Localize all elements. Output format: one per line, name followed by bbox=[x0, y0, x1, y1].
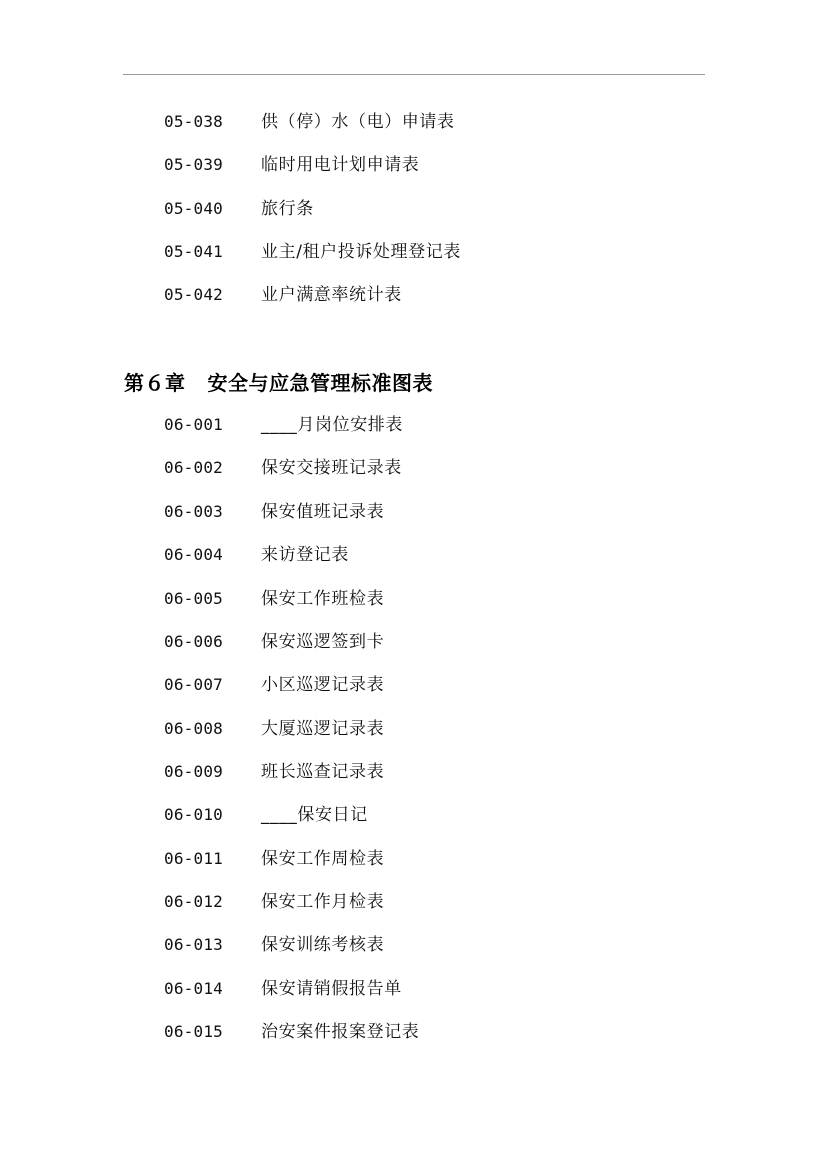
chapter-heading bbox=[124, 368, 433, 398]
form-title: 来访登记表 bbox=[261, 545, 349, 565]
form-code: 06-015 bbox=[164, 1022, 223, 1041]
form-code: 05-040 bbox=[164, 199, 223, 218]
form-code: 06-008 bbox=[164, 719, 223, 738]
form-title: 保安工作班检表 bbox=[261, 589, 385, 609]
form-title: 大厦巡逻记录表 bbox=[261, 719, 385, 739]
list-item bbox=[0, 800, 827, 830]
list-item bbox=[0, 194, 827, 224]
list-item bbox=[0, 930, 827, 960]
form-title: 小区巡逻记录表 bbox=[261, 675, 385, 695]
form-title: 保安训练考核表 bbox=[261, 935, 385, 955]
form-title: 保安请销假报告单 bbox=[261, 979, 402, 999]
form-title: 保安工作月检表 bbox=[261, 892, 385, 912]
form-code: 06-010 bbox=[164, 805, 223, 824]
list-item bbox=[0, 670, 827, 700]
form-code: 06-007 bbox=[164, 675, 223, 694]
list-item bbox=[0, 974, 827, 1004]
list-item bbox=[0, 497, 827, 527]
list-item bbox=[0, 844, 827, 874]
form-title: 保安交接班记录表 bbox=[261, 458, 402, 478]
form-code: 05-041 bbox=[164, 242, 223, 261]
list-item bbox=[0, 453, 827, 483]
form-title: 治安案件报案登记表 bbox=[261, 1022, 420, 1042]
form-title: 旅行条 bbox=[261, 199, 314, 219]
form-code: 06-009 bbox=[164, 762, 223, 781]
list-item bbox=[0, 757, 827, 787]
form-code: 06-005 bbox=[164, 589, 223, 608]
list-item bbox=[0, 540, 827, 570]
form-title: 班长巡查记录表 bbox=[261, 762, 385, 782]
list-item bbox=[0, 887, 827, 917]
form-code: 06-012 bbox=[164, 892, 223, 911]
form-code: 06-013 bbox=[164, 935, 223, 954]
form-code: 06-002 bbox=[164, 458, 223, 477]
list-item bbox=[0, 410, 827, 440]
form-code: 06-006 bbox=[164, 632, 223, 651]
form-code: 06-011 bbox=[164, 849, 223, 868]
form-code: 05-038 bbox=[164, 112, 223, 131]
form-code: 06-001 bbox=[164, 415, 223, 434]
form-title: ____月岗位安排表 bbox=[261, 415, 403, 435]
form-title: 临时用电计划申请表 bbox=[261, 155, 420, 175]
form-code: 06-014 bbox=[164, 979, 223, 998]
form-title: 保安值班记录表 bbox=[261, 502, 385, 522]
list-item bbox=[0, 150, 827, 180]
form-title: ____保安日记 bbox=[261, 805, 368, 825]
list-item bbox=[0, 280, 827, 310]
form-title: 供（停）水（电）申请表 bbox=[261, 112, 455, 132]
list-item bbox=[0, 584, 827, 614]
form-code: 06-004 bbox=[164, 545, 223, 564]
list-item bbox=[0, 714, 827, 744]
form-title: 业户满意率统计表 bbox=[261, 285, 402, 305]
form-title: 业主/租户投诉处理登记表 bbox=[261, 242, 461, 262]
form-title: 保安工作周检表 bbox=[261, 849, 385, 869]
form-code: 06-003 bbox=[164, 502, 223, 521]
list-item bbox=[0, 1017, 827, 1047]
form-code: 05-042 bbox=[164, 285, 223, 304]
list-item bbox=[0, 237, 827, 267]
chapter-title: 安全与应急管理标准图表 bbox=[207, 371, 433, 395]
form-title: 保安巡逻签到卡 bbox=[261, 632, 385, 652]
header-rule bbox=[123, 74, 705, 75]
form-code: 05-039 bbox=[164, 155, 223, 174]
list-item bbox=[0, 107, 827, 137]
chapter-number: 第６章 bbox=[124, 371, 186, 395]
list-item bbox=[0, 627, 827, 657]
